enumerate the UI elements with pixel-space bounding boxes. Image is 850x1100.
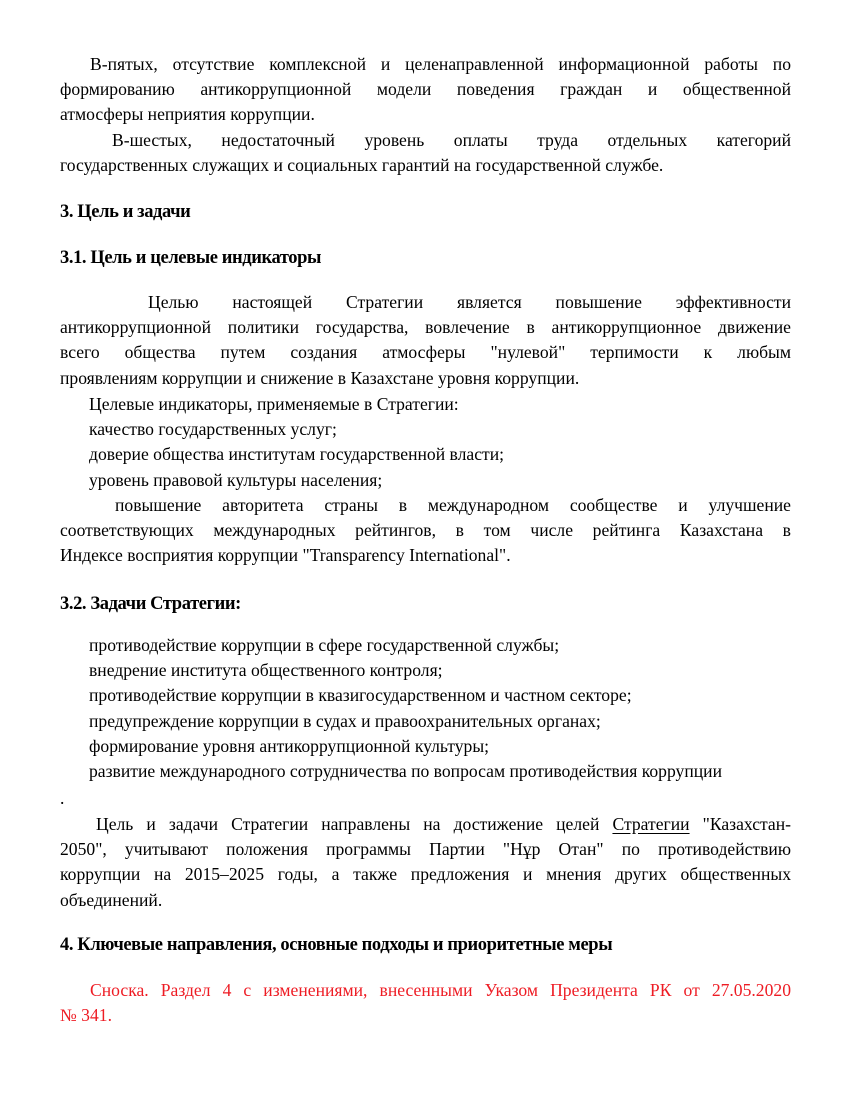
text-line: коррупции на 2015–2025 годы, а также предложения и мнения других общественных xyxy=(60,864,791,885)
text-line: Индексе восприятия коррупции "Transparency International". xyxy=(60,545,511,566)
text-line: соответствующих международных рейтингов, в том числе рейтинга Казахстана в xyxy=(60,520,791,541)
list-item: противодействие коррупции в сфере государственной службы; xyxy=(89,635,560,655)
text-fragment: Цель и задачи Стратегии направлены на достижение целей xyxy=(96,814,613,834)
list-item: развитие международного сотрудничества по вопросам противодействия коррупции xyxy=(89,760,722,781)
text-line: повышение авторитета страны в международном сообществе и улучшение xyxy=(115,495,791,515)
heading-section-3-2: 3.2. Задачи Стратегии: xyxy=(60,594,241,614)
text-line: Сноска. Раздел 4 с изменениями, внесенными Указом Президента РК от 27.05.2020 xyxy=(90,980,791,1000)
text-line: проявлениям коррупции и снижение в Казахстане уровня коррупции. xyxy=(60,367,580,388)
indicators-list xyxy=(60,392,791,493)
list-item: внедрение института общественного контроля; xyxy=(89,660,443,681)
paragraph-authority xyxy=(60,493,791,569)
heading-section-3: 3. Цель и задачи xyxy=(60,202,191,222)
text-line: формированию антикоррупционной модели поведения граждан и общественной xyxy=(60,79,791,100)
paragraph-strategy xyxy=(60,812,791,913)
paragraph-fifth xyxy=(60,52,791,128)
list-item: уровень правовой культуры населения; xyxy=(89,469,383,490)
strategy-link[interactable]: Стратегии xyxy=(612,814,690,834)
heading-section-4: 4. Ключевые направления, основные подходы и приоритетные меры xyxy=(60,935,613,955)
trailing-dot: . xyxy=(60,788,65,808)
text-line: объединений. xyxy=(60,889,163,910)
paragraph-sixth xyxy=(60,128,791,178)
text-line: В-шестых, недостаточный уровень оплаты труда отдельных категорий xyxy=(112,130,791,150)
list-item: Целевые индикаторы, применяемые в Стратегии: xyxy=(89,394,459,414)
list-item: доверие общества институтам государственной власти; xyxy=(89,444,504,465)
list-item: предупреждение коррупции в судах и правоохранительных органах; xyxy=(89,710,601,731)
text-line: № 341. xyxy=(60,1005,112,1026)
text-line: атмосферы неприятия коррупции. xyxy=(60,104,315,125)
tasks-list xyxy=(60,633,791,784)
text-line: Целью настоящей Стратегии является повышение эффективности xyxy=(148,292,791,312)
paragraph-goal xyxy=(60,290,791,391)
heading-section-3-1: 3.1. Цель и целевые индикаторы xyxy=(60,248,322,268)
text-line: 2050", учитывают положения программы Партии "Нұр Отан" по противодействию xyxy=(60,839,791,860)
footnote-note xyxy=(60,978,791,1028)
text-line: антикоррупционной политики государства, вовлечение в антикоррупционное движение xyxy=(60,317,791,338)
text-line: государственных служащих и социальных гарантий на государственной службе. xyxy=(60,155,664,176)
text-line: всего общества путем создания атмосферы "нулевой" терпимости к любым xyxy=(60,342,791,363)
text-line xyxy=(60,812,791,837)
text-line: В-пятых, отсутствие комплексной и целенаправленной информационной работы по xyxy=(90,54,791,74)
text-fragment: "Казахстан- xyxy=(689,814,791,834)
list-item: качество государственных услуг; xyxy=(89,419,337,440)
list-item: формирование уровня антикоррупционной культуры; xyxy=(89,735,490,756)
list-item: противодействие коррупции в квазигосударственном и частном секторе; xyxy=(89,685,632,706)
